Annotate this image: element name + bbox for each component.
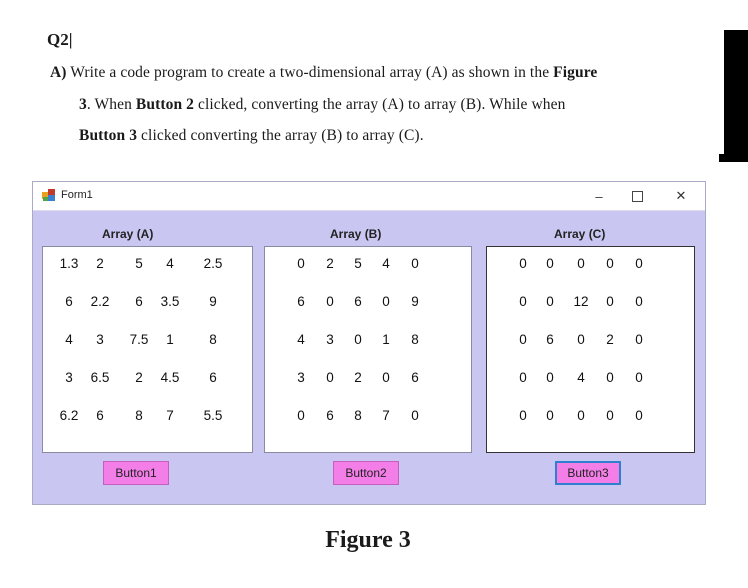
array-cell: 0 (519, 408, 527, 423)
question-text-3: clicked converting the array (B) to array (C). (137, 127, 424, 144)
array-cell: 2 (606, 332, 614, 347)
array-cell: 2 (135, 370, 143, 385)
question-text-2b: clicked, converting the array (A) to array (B). While when (194, 96, 566, 113)
array-cell: 0 (519, 294, 527, 309)
array-cell: 1.3 (59, 256, 79, 271)
array-cell: 9 (411, 294, 419, 309)
array-cell: 4 (577, 370, 585, 385)
array-cell: 0 (546, 370, 554, 385)
array-cell: 5 (135, 256, 143, 271)
black-margin-mark (724, 30, 748, 162)
array-cell: 0 (411, 408, 419, 423)
array-cell: 5 (354, 256, 362, 271)
array-cell: 0 (354, 332, 362, 347)
array-cell: 0 (635, 370, 643, 385)
array-cell: 0 (635, 294, 643, 309)
array-cell: 6.5 (90, 370, 110, 385)
array-cell: 0 (635, 332, 643, 347)
array-cell: 3 (96, 332, 104, 347)
array-cell: 0 (411, 256, 419, 271)
array-cell: 0 (606, 256, 614, 271)
array-cell: 5.5 (203, 408, 223, 423)
array-cell: 3 (65, 370, 73, 385)
array-cell: 8 (411, 332, 419, 347)
array-cell: 0 (606, 370, 614, 385)
button3[interactable]: Button3 (555, 461, 621, 485)
array-cell: 9 (209, 294, 217, 309)
close-icon: ✕ (675, 188, 687, 203)
array-cell: 6.2 (59, 408, 79, 423)
array-cell: 0 (326, 294, 334, 309)
minimize-icon: – (595, 188, 603, 204)
array-cell: 7 (382, 408, 390, 423)
array-cell: 0 (577, 332, 585, 347)
array-cell: 0 (519, 370, 527, 385)
question-line-1 (50, 64, 597, 82)
question-line-3 (79, 127, 424, 145)
array-cell: 8 (135, 408, 143, 423)
array-cell: 0 (382, 370, 390, 385)
array-cell: 4 (166, 256, 174, 271)
array-cell: 0 (297, 408, 305, 423)
array-cell: 6 (96, 408, 104, 423)
array-cell: 0 (382, 294, 390, 309)
button2[interactable]: Button2 (333, 461, 399, 485)
array-cell: 3 (297, 370, 305, 385)
array-cell: 1 (166, 332, 174, 347)
figure-caption: Figure 3 (325, 527, 411, 553)
array-cell: 6 (209, 370, 217, 385)
array-cell: 2 (326, 256, 334, 271)
question-line-2 (79, 96, 565, 114)
question-bold-figure: Figure (553, 64, 598, 81)
array-cell: 7.5 (129, 332, 149, 347)
array-cell: 6 (546, 332, 554, 347)
array-a-title: Array (A) (102, 227, 154, 241)
array-cell: 4 (65, 332, 73, 347)
question-bold-3: 3 (79, 96, 87, 113)
array-cell: 6 (411, 370, 419, 385)
array-cell: 2.2 (90, 294, 110, 309)
array-cell: 0 (326, 370, 334, 385)
array-cell: 2 (96, 256, 104, 271)
maximize-icon (632, 191, 643, 202)
array-cell: 0 (546, 256, 554, 271)
array-cell: 8 (354, 408, 362, 423)
array-cell: 0 (519, 256, 527, 271)
array-cell: 0 (546, 408, 554, 423)
array-cell: 12 (573, 294, 589, 309)
question-text-1: Write a code program to create a two-dimensional array (A) as shown in the (66, 64, 554, 81)
form1-window (32, 181, 706, 505)
array-cell: 8 (209, 332, 217, 347)
question-bold-button2: Button 2 (135, 96, 194, 113)
button1[interactable]: Button1 (103, 461, 169, 485)
array-cell: 0 (606, 408, 614, 423)
array-cell: 6 (65, 294, 73, 309)
array-cell: 1 (382, 332, 390, 347)
maximize-button[interactable] (622, 184, 652, 208)
array-c-panel (486, 246, 695, 453)
array-cell: 0 (635, 408, 643, 423)
window-title: Form1 (61, 189, 93, 201)
minimize-button[interactable] (584, 184, 614, 208)
array-b-title: Array (B) (330, 227, 382, 241)
question-text-2a: . When (86, 96, 136, 113)
array-cell: 7 (166, 408, 174, 423)
form-app-icon (42, 189, 56, 202)
array-cell: 4.5 (160, 370, 180, 385)
array-cell: 2.5 (203, 256, 223, 271)
array-cell: 0 (546, 294, 554, 309)
array-cell: 0 (635, 256, 643, 271)
array-a-panel (42, 246, 253, 453)
array-cell: 0 (606, 294, 614, 309)
title-bar[interactable] (33, 182, 705, 211)
array-cell: 0 (577, 408, 585, 423)
array-cell: 3 (326, 332, 334, 347)
array-cell: 0 (519, 332, 527, 347)
array-cell: 0 (297, 256, 305, 271)
close-button[interactable] (666, 184, 696, 208)
array-cell: 3.5 (160, 294, 180, 309)
array-cell: 6 (354, 294, 362, 309)
question-bold-button3: Button 3 (79, 127, 138, 144)
question-label: Q2| (47, 30, 73, 49)
array-cell: 2 (354, 370, 362, 385)
array-cell: 6 (326, 408, 334, 423)
array-cell: 6 (135, 294, 143, 309)
array-b-panel (264, 246, 472, 453)
array-c-title: Array (C) (554, 227, 606, 241)
array-cell: 4 (297, 332, 305, 347)
part-label: A) (50, 64, 67, 81)
array-cell: 0 (577, 256, 585, 271)
array-cell: 4 (382, 256, 390, 271)
array-cell: 6 (297, 294, 305, 309)
